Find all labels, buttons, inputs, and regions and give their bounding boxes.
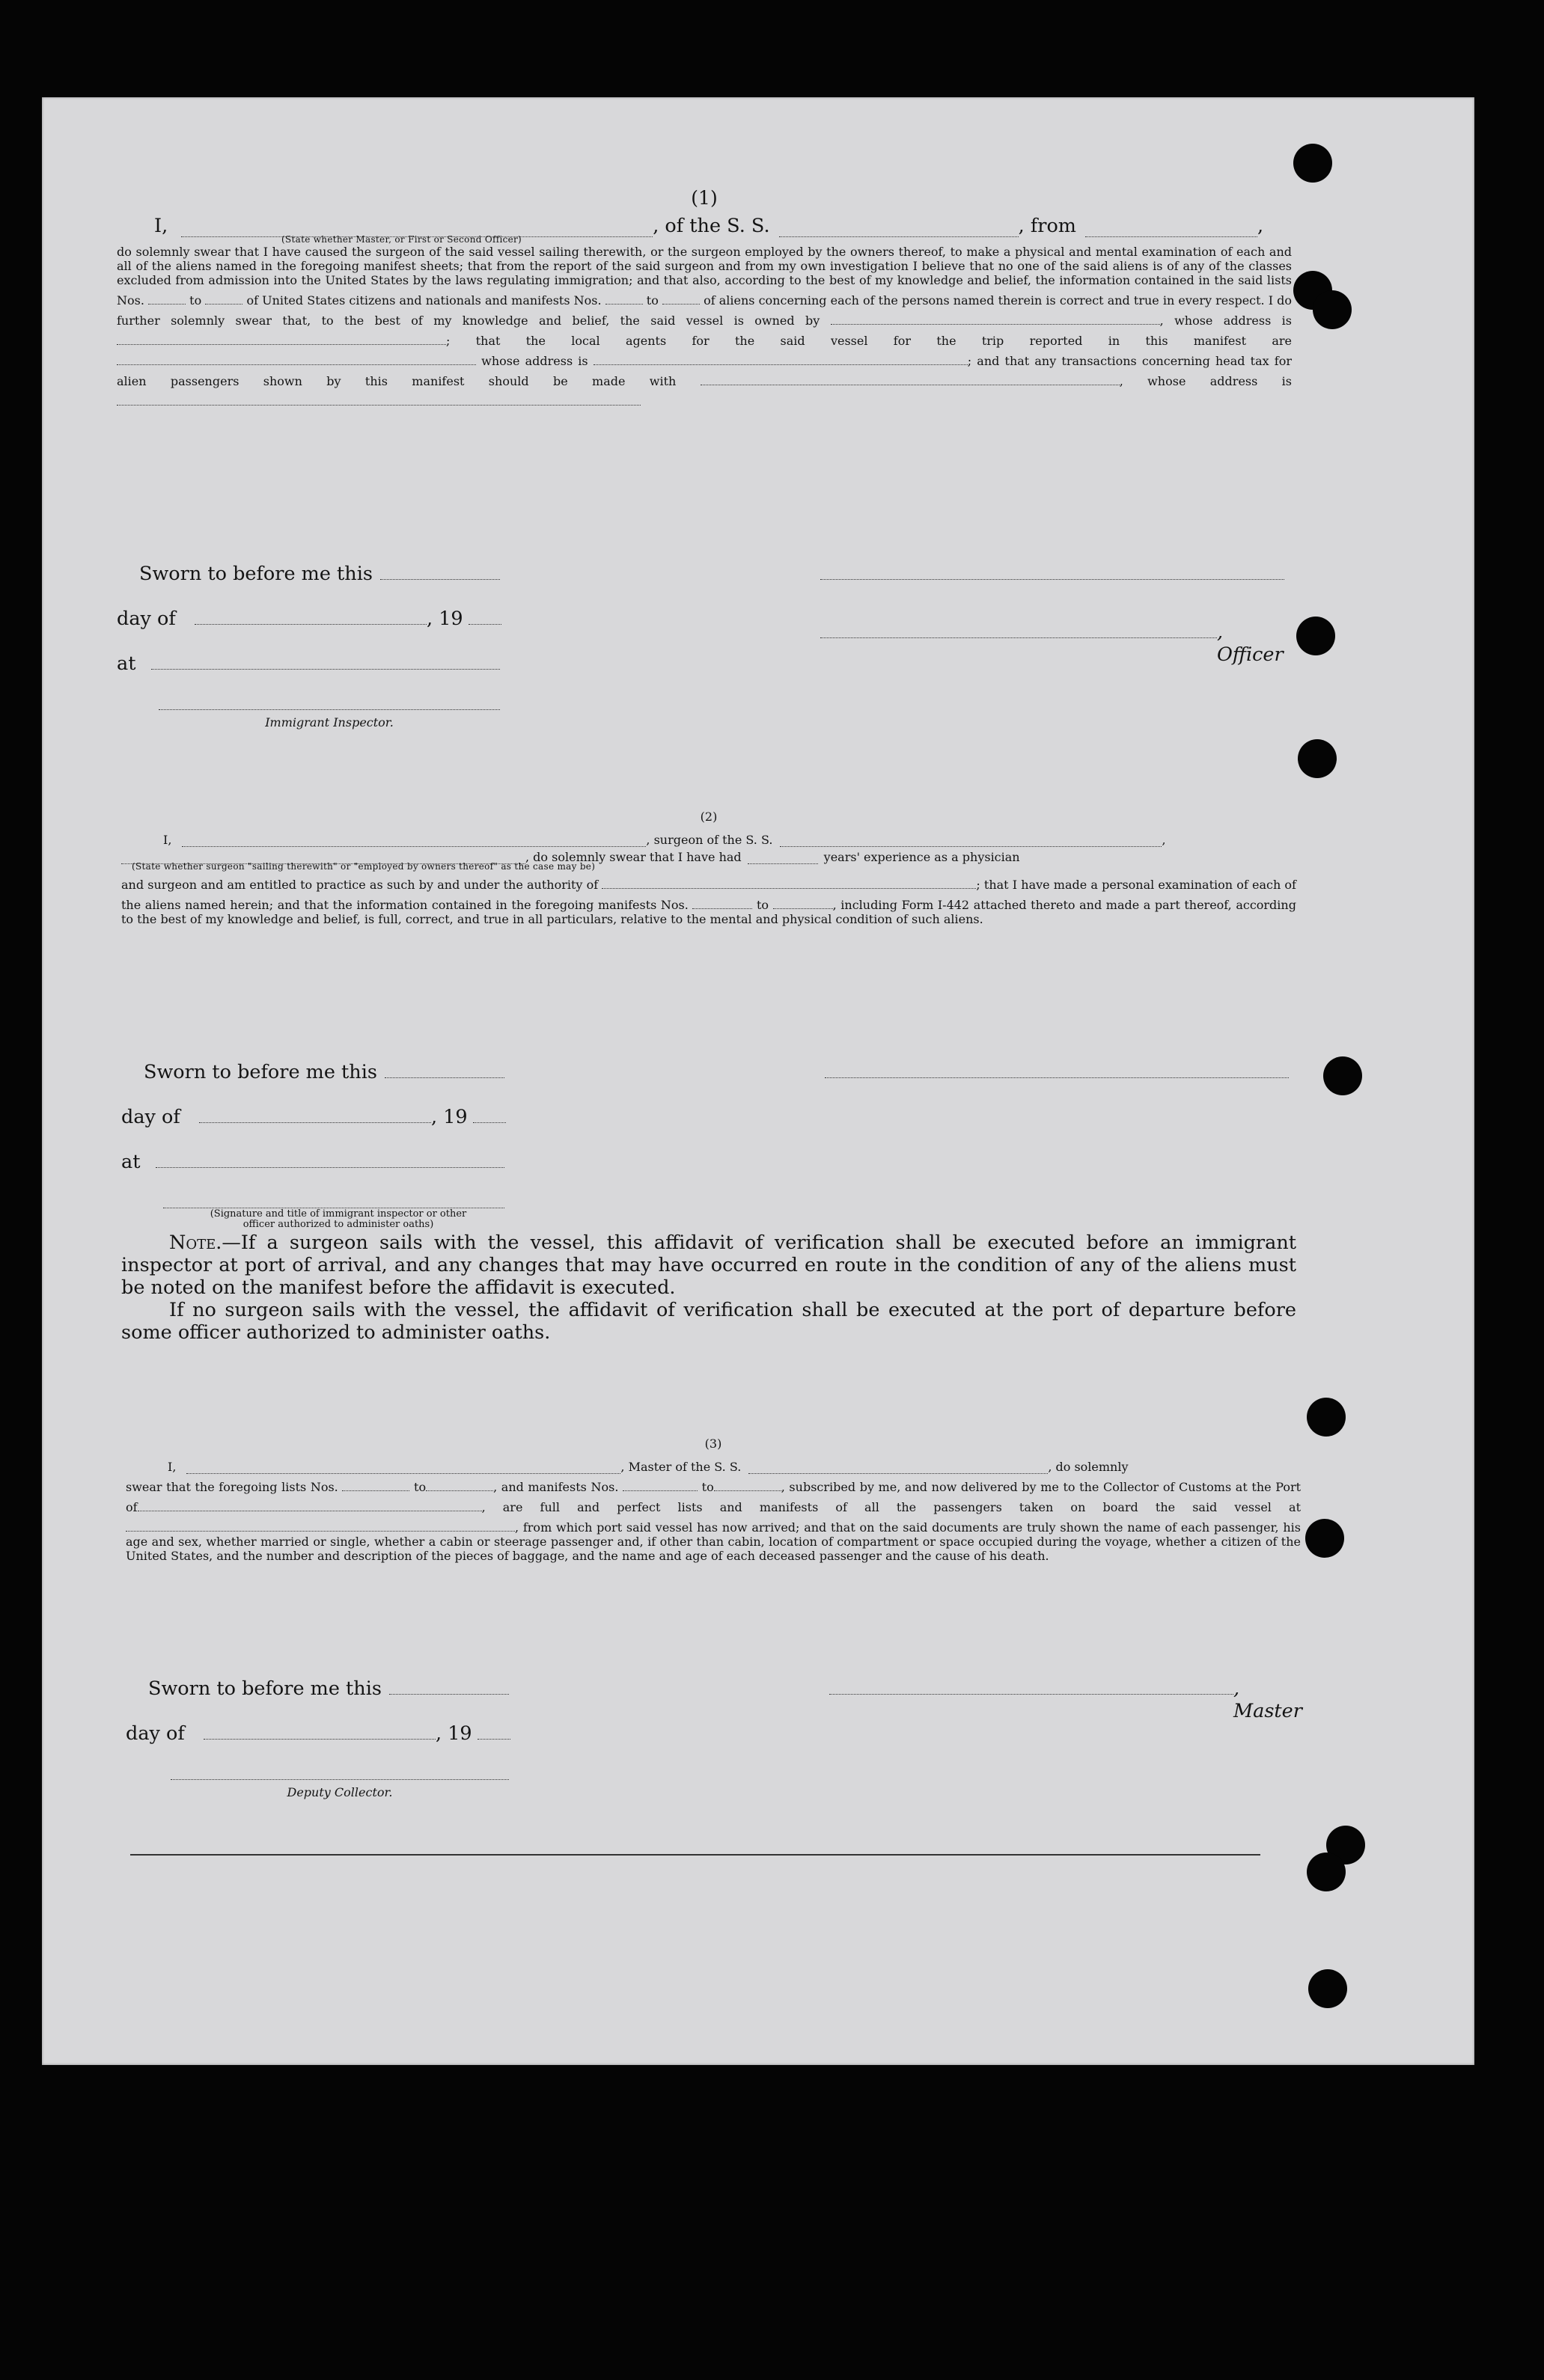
body-text: , from which port said vessel has now arrived; and that on the said documents are truly shown the name of each passenger, his age and sex, whether married or single, whether a cabin or steerage passenger and, if other than cabin, location of compartment or space occupied during the voyage, whether a citizen of the United States, and the number and description of the pieces of baggage, and the name and age of each deceased passenger and the cause of his death. [126,1520,1301,1563]
sworn-date-field[interactable] [389,1677,509,1695]
manifest-from-field[interactable] [623,1474,698,1491]
list-to-field[interactable] [205,287,242,305]
master-line-3 [126,1457,1301,1474]
body-text: , do solemnly [1048,1460,1129,1474]
surgeon-name-field[interactable] [182,830,646,847]
master-signature-field[interactable] [820,563,1284,580]
location-field[interactable] [156,1151,504,1168]
manifest-from-field[interactable] [692,892,752,909]
sworn-label: Sworn to before me this [139,563,373,585]
body-text: of aliens concerning each of the persons named therein is correct and true in every respect. I do further solemnly swear that, to the best of my knowledge and belief, the said vessel is owned by [117,293,1293,328]
section2-signature-block [121,1052,1296,1344]
inspector-signature-field[interactable] [163,1191,504,1208]
to-label: to [189,293,202,308]
sworn-label: Sworn to before me this [148,1677,382,1700]
to-label: to [757,898,769,912]
officer-label: , Officer [1217,621,1284,666]
year-prefix: , 19 [427,608,463,630]
year-field[interactable] [473,1106,506,1123]
to-label: to [701,1480,714,1494]
punch-hole [1307,1398,1346,1437]
day-of-label: day of [126,1722,185,1745]
body-text: of United States citizens and nationals and manifests Nos. [246,293,602,308]
vessel-name-field[interactable] [779,220,1019,237]
body-text: that I have made a personal examination of each of the aliens named herein; and that the information contained in the foregoing manifests Nos. [121,878,1296,912]
note-paragraph-2: If no surgeon sails with the vessel, the affidavit of verification shall be executed at the port of departure before some officer authorized to administer oaths. [121,1299,1296,1344]
section1-signature-block [117,554,1292,733]
oath-prefix: I, [163,833,172,847]
punch-hole [1293,144,1332,183]
surgeon-signature-field[interactable] [825,1061,1289,1078]
owner-field[interactable] [831,308,1160,325]
section-3 [126,1437,1301,1563]
body-text: ; and that any transactions concerning head tax for alien passengers shown by this manifest should be made with [117,354,1292,388]
section-2 [121,810,1296,926]
oath-prefix: I, [168,1460,177,1474]
note-paragraph [121,1232,1296,1299]
vessel-name-field[interactable] [780,830,1162,847]
body-text: ; [976,878,980,892]
agent-address-field[interactable] [594,348,968,365]
location-field[interactable] [151,652,500,670]
day-of-label: day of [117,608,176,630]
inspector-signature-field[interactable] [159,693,500,710]
surgeon-line [121,830,1296,847]
year-field[interactable] [469,608,501,625]
section1-body [117,245,1292,409]
punch-hole [1298,739,1337,778]
master-signature-field[interactable] [829,1677,1233,1695]
head-tax-address-field[interactable] [117,388,641,406]
body-text: , whose address is [1119,374,1293,388]
list-to-field[interactable] [426,1474,493,1491]
note-text: —If a surgeon sails with the vessel, this affidavit of verification shall be executed before an immigrant inspector at port of arrival, and any changes that may have occurred en route in the condition of any of the aliens must be noted on the manifest before the affidavit is executed. [121,1232,1296,1299]
comma: , [1257,215,1264,237]
from-label: , from [1018,215,1076,237]
signature-caption: (Signature and title of immigrant inspector or other officer authorized to administer oaths) [210,1208,467,1230]
bottom-rule [130,1854,1260,1856]
punch-hole [1296,617,1335,655]
body-text: whose address is [481,354,588,368]
at-label: at [121,1151,141,1173]
master-label: , Master [1233,1677,1302,1722]
deputy-signature-field[interactable] [171,1763,509,1780]
manifest-to-field[interactable] [773,892,833,909]
comma: , [1162,833,1166,847]
oath-prefix: I, [154,215,168,237]
manifest-from-field[interactable] [605,287,643,305]
master-note: (State whether Master, or First or Second Officer) [281,234,522,245]
of-ss-label: , of the S. S. [653,215,770,237]
section3-signature-block [126,1668,1301,1803]
month-field[interactable] [199,1106,431,1123]
body-text: , and manifests Nos. [493,1480,619,1494]
master-name-field[interactable] [186,1457,620,1474]
section-number: (1) [691,187,718,209]
surgeon-note: (State whether surgeon "sailing therewith" or "employed by owners thereof" as the case may be) [132,861,596,872]
sworn-date-field[interactable] [385,1061,504,1078]
owner-address-field[interactable] [117,328,446,345]
port-field[interactable] [138,1494,482,1511]
master-of-label: , Master of the S. S. [620,1460,742,1474]
body-text: , do solemnly swear that I have had [525,850,742,864]
section-1 [117,187,1292,409]
body-text: that the local agents for the said vessel for the trip reported in this manifest are [475,334,1292,348]
year-prefix: , 19 [436,1722,472,1745]
punch-hole [1305,1519,1344,1558]
section3-body [126,1474,1301,1563]
punch-hole [1313,290,1352,329]
manifest-sheet [42,97,1474,2065]
to-label: to [646,293,659,308]
month-field[interactable] [204,1722,436,1740]
officer-signature-field[interactable] [820,621,1217,638]
section-number: (3) [704,1437,722,1451]
embarkation-port-field[interactable] [126,1514,515,1532]
surgeon-of-label: , surgeon of the S. S. [646,833,773,847]
section2-body [121,872,1296,926]
list-from-field[interactable] [342,1474,409,1491]
manifest-to-field[interactable] [714,1474,781,1491]
body-text: swear that the foregoing lists Nos. [126,1480,338,1494]
to-label: to [414,1480,427,1494]
year-prefix: , 19 [431,1106,468,1128]
local-agents-field[interactable] [117,348,476,365]
authority-field[interactable] [602,872,976,889]
body-text: , including Form I-442 attached thereto and made a part thereof, according to the best of my knowledge and belief, is full, correct, and true in all particulars, relative to the mental and physical condition of such aliens. [121,898,1296,926]
vessel-name-field[interactable] [748,1457,1048,1474]
sworn-label: Sworn to before me this [144,1061,377,1083]
body-text: ; [446,334,451,348]
deputy-caption: Deputy Collector. [287,1785,393,1799]
month-field[interactable] [195,608,427,625]
inspector-caption: Immigrant Inspector. [265,715,394,729]
body-text: and surgeon and am entitled to practice as such by and under the authority of [121,878,599,892]
body-text: do solemnly swear that I have caused the surgeon of the said vessel sailing therewith, or the surgeon employed by the owners thereof, to make a physical and mental examination of each and all of the aliens named in the foregoing manifest sheets; that from the report of the said surgeon and from my own investigation I believe that no one of the said aliens is of any of the classes excluded from admission into the United States by the laws regulating immigration; and that also, according to the best of my knowledge and belief, the information contained in the said lists Nos. [117,245,1292,308]
sworn-date-field[interactable] [380,563,500,580]
at-label: at [117,652,136,675]
year-field[interactable] [477,1722,510,1740]
punch-hole [1308,1969,1347,2008]
head-tax-contact-field[interactable] [701,368,1120,385]
body-text: , whose address is [1159,313,1293,328]
years-field[interactable] [748,847,818,864]
day-of-label: day of [121,1106,180,1128]
note-label: Note. [169,1232,222,1254]
body-text: , subscribed by me, and now delivered by me to the Collector of Customs at the Port of [126,1480,1302,1514]
punch-hole [1323,1056,1362,1095]
manifest-to-field[interactable] [662,287,700,305]
list-from-field[interactable] [148,287,186,305]
from-port-field[interactable] [1085,220,1257,237]
section-number: (2) [700,810,718,824]
body-text: years' experience as a physician [823,850,1020,864]
body-text: , are full and perfect lists and manifests of all the passengers taken on board the said vessel at [481,1500,1301,1514]
punch-hole [1307,1853,1346,1891]
